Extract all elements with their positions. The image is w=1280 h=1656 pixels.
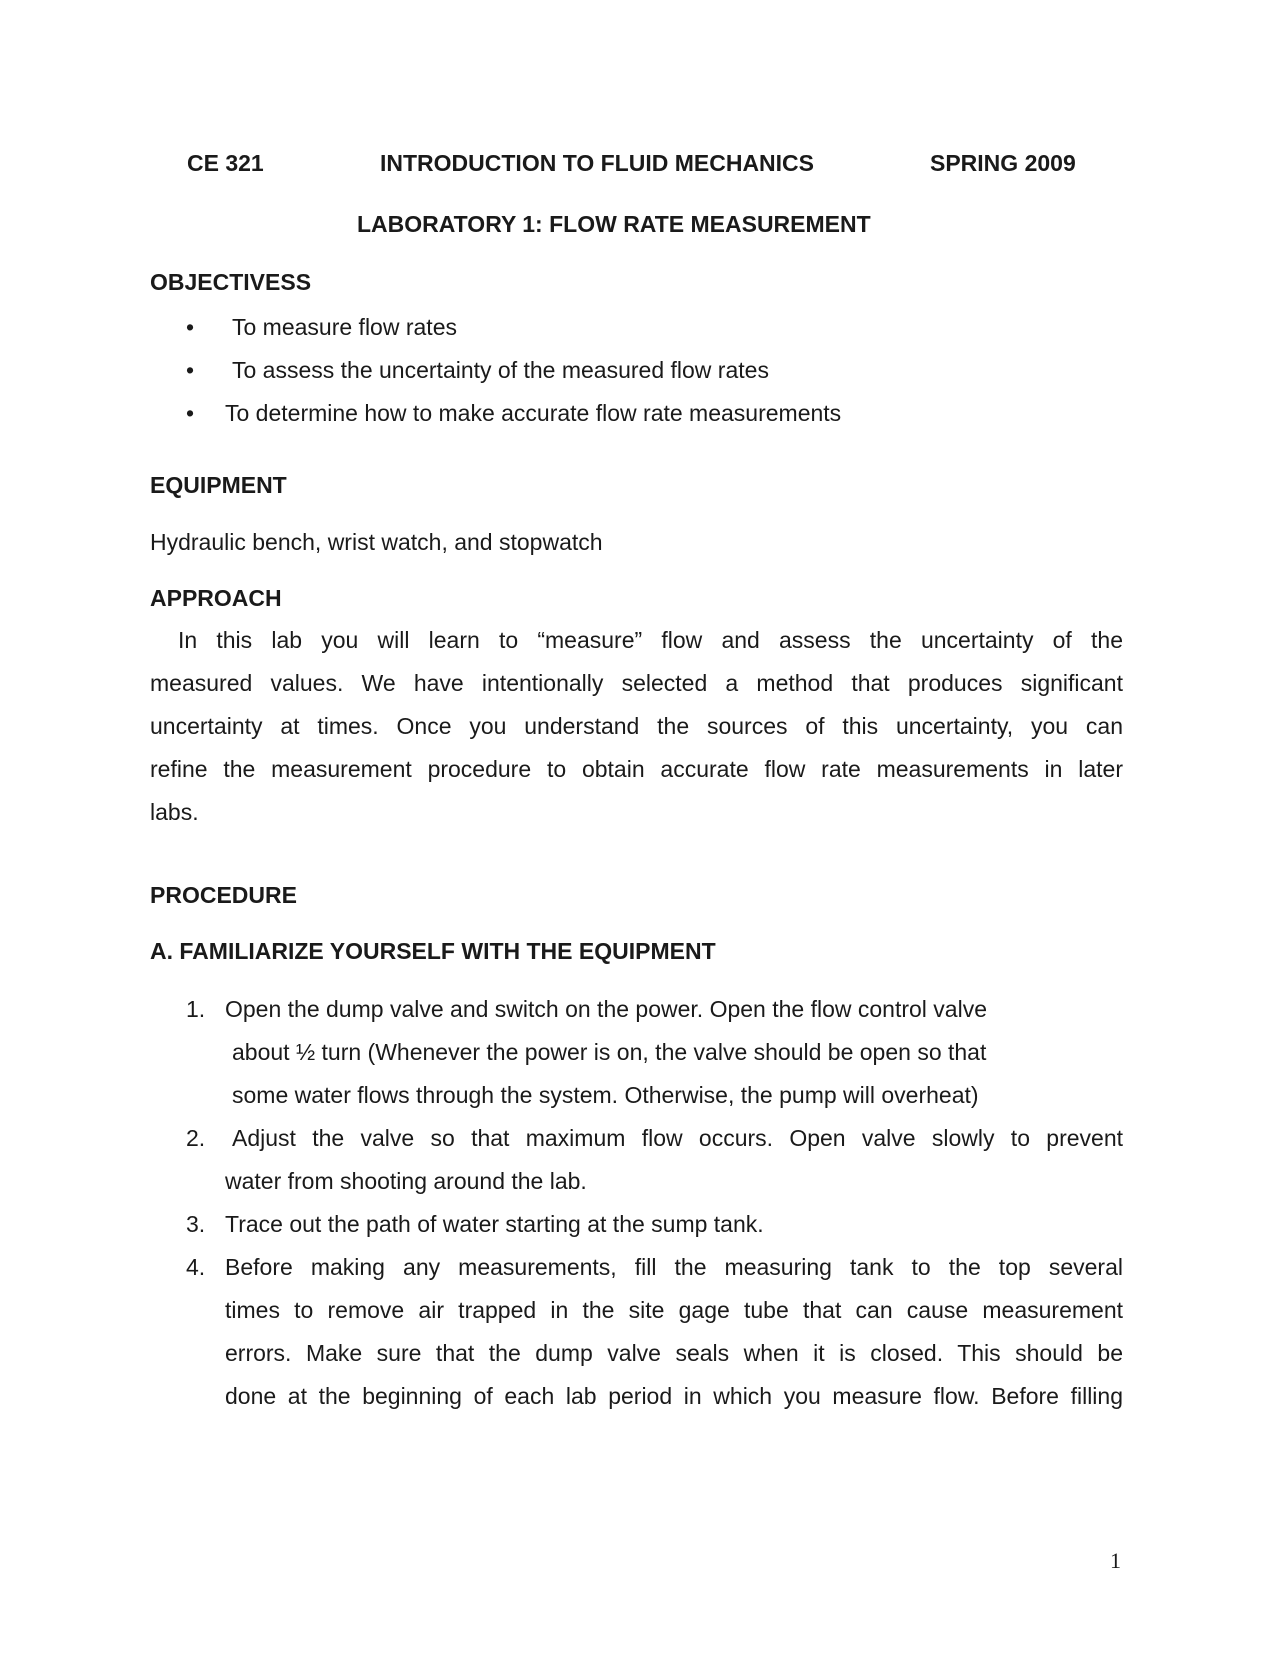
course-code: CE 321 [187,150,264,176]
objective-item: To assess the uncertainty of the measured flow rates [232,357,769,383]
step-line: Adjust the valve so that maximum flow occurs. Open valve slowly to prevent [232,1125,1123,1151]
step-number: 4. [186,1254,206,1280]
course-term: SPRING 2009 [930,150,1076,176]
bullet: • [186,314,195,340]
step-line: some water flows through the system. Otherwise, the pump will overheat) [232,1082,979,1108]
step-number: 3. [186,1211,206,1237]
procedure-subheading: A. FAMILIARIZE YOURSELF WITH THE EQUIPMENT [150,938,716,964]
approach-line: refine the measurement procedure to obtain accurate flow rate measurements in later [150,756,1123,782]
step-line: Trace out the path of water starting at the sump tank. [225,1211,764,1237]
procedure-heading: PROCEDURE [150,882,297,908]
step-line: about ½ turn (Whenever the power is on, the valve should be open so that [232,1039,987,1065]
objective-item: To measure flow rates [232,314,457,340]
step-number: 2. [186,1125,206,1151]
equipment-text: Hydraulic bench, wrist watch, and stopwatch [150,529,603,555]
equipment-heading: EQUIPMENT [150,472,287,498]
page-number: 1 [1110,1548,1121,1573]
objectives-heading: OBJECTIVESS [150,269,312,295]
approach-line: uncertainty at times. Once you understand the sources of this uncertainty, you can [150,713,1123,739]
approach-heading: APPROACH [150,585,282,611]
approach-line: labs. [150,799,199,825]
bullet: • [186,357,195,383]
step-line: Before making any measurements, fill the measuring tank to the top several [225,1254,1123,1280]
objective-item: To determine how to make accurate flow rate measurements [225,400,842,426]
lab-title: LABORATORY 1: FLOW RATE MEASUREMENT [357,211,871,237]
approach-line: In this lab you will learn to “measure” flow and assess the uncertainty of the [178,627,1123,653]
step-line: times to remove air trapped in the site gage tube that can cause measurement [225,1297,1123,1323]
course-title: INTRODUCTION TO FLUID MECHANICS [380,150,815,176]
step-line: Open the dump valve and switch on the power. Open the flow control valve [225,996,987,1022]
step-line: water from shooting around the lab. [225,1168,587,1194]
approach-line: measured values. We have intentionally selected a method that produces significant [150,670,1123,696]
bullet: • [186,400,195,426]
step-number: 1. [186,996,206,1022]
step-line: errors. Make sure that the dump valve seals when it is closed. This should be [225,1340,1123,1366]
step-line: done at the beginning of each lab period in which you measure flow. Before filling [225,1383,1123,1409]
